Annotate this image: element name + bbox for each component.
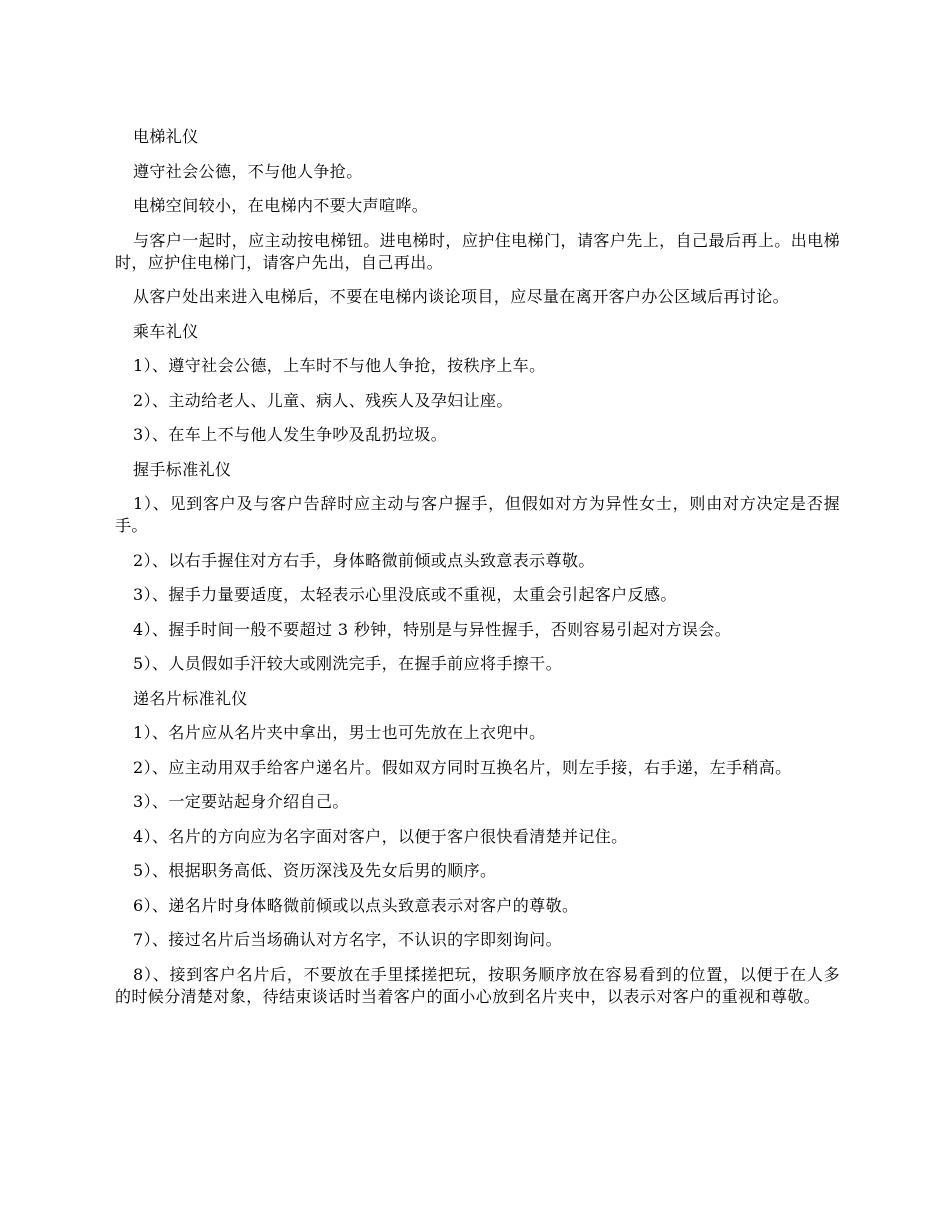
list-item: 2）、以右手握住对方右手，身体略微前倾或点头致意表示尊敬。 [133, 550, 595, 570]
list-item: 1）、名片应从名片夹中拿出，男士也可先放在上衣兜中。 [133, 723, 546, 742]
list-item: 3）、一定要站起身介绍自己。 [133, 792, 349, 811]
list-item: 1）、遵守社会公德，上车时不与他人争抢，按秩序上车。 [133, 356, 546, 375]
list-item: 3）、握手力量要适度，太轻表示心里没底或不重视，太重会引起客户反感。 [133, 585, 677, 604]
section-heading-elevator: 电梯礼仪 [133, 127, 199, 146]
list-item: 3）、在车上不与他人发生争吵及乱扔垃圾。 [133, 425, 448, 444]
paragraph: 与客户一起时，应主动按电梯钮。进电梯时，应护住电梯门，请客户先上，自己最后再上。出电梯时，应护住电梯门，请客户先出，自己再出。 [115, 230, 840, 272]
section-heading-handshake: 握手标准礼仪 [133, 459, 232, 479]
section-heading-vehicle: 乘车礼仪 [133, 321, 199, 341]
paragraph: 从客户处出来进入电梯后，不要在电梯内谈论项目，应尽量在离开客户办公区域后再讨论。 [133, 287, 790, 306]
paragraph: 遵守社会公德，不与他人争抢。 [133, 161, 363, 181]
list-item: 2）、应主动用双手给客户递名片。假如双方同时互换名片，则左手接，右手递，左手稍高。 [133, 757, 792, 777]
list-item: 8）、接到客户名片后，不要放在手里揉搓把玩，按职务顺序放在容易看到的位置，以便于在人多的时候分清楚对象，待结束谈话时当着客户的面小心放到名片夹中，以表示对客户的重视和尊敬。 [115, 964, 840, 1006]
list-item: 5）、人员假如手汗较大或刚洗完手，在握手前应将手擦干。 [133, 654, 562, 673]
list-item: 1）、见到客户及与客户告辞时应主动与客户握手，但假如对方为异性女士，则由对方决定是否握手。 [115, 494, 840, 535]
list-item: 4）、名片的方向应为名字面对客户，以便于客户很快看清楚并记住。 [133, 826, 628, 846]
list-item: 5）、根据职务高低、资历深浅及先女后男的顺序。 [133, 861, 497, 880]
document-body [115, 126, 840, 1020]
paragraph: 电梯空间较小，在电梯内不要大声喧哗。 [133, 196, 429, 215]
list-item: 2）、主动给老人、儿童、病人、残疾人及孕妇让座。 [133, 390, 513, 410]
list-item: 4）、握手时间一般不要超过 3 秒钟，特别是与异性握手，否则容易引起对方误会。 [133, 619, 732, 639]
section-heading-business-card: 递名片标准礼仪 [133, 688, 248, 708]
list-item: 6）、递名片时身体略微前倾或以点头致意表示对客户的尊敬。 [133, 895, 579, 915]
list-item: 7）、接过名片后当场确认对方名字，不认识的字即刻询问。 [133, 930, 562, 949]
